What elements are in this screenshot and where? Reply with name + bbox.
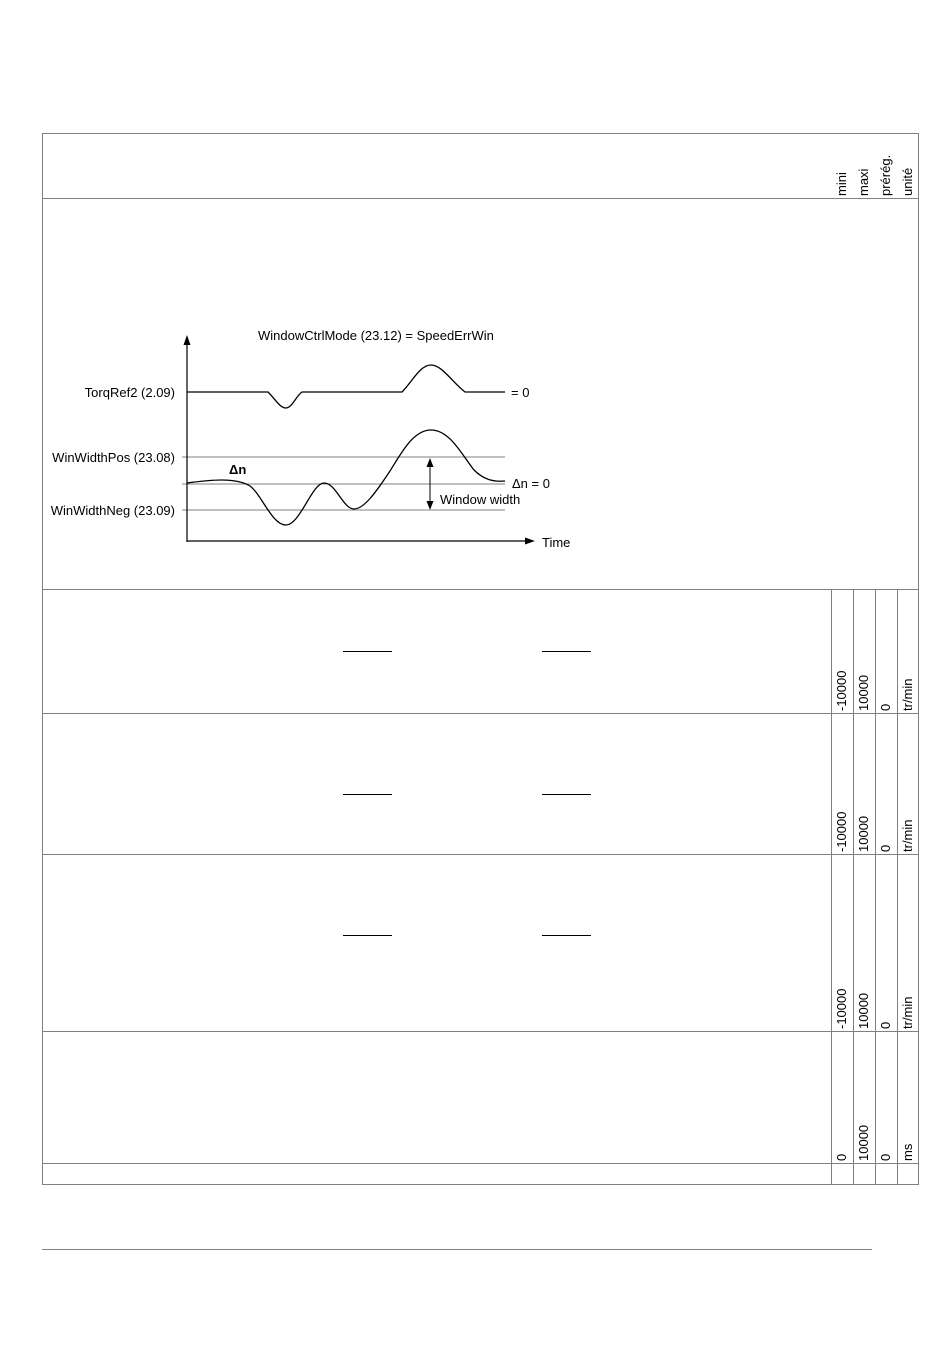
delta-n-zero-label: Δn = 0 bbox=[512, 476, 550, 491]
winwidthpos-label: WinWidthPos (23.08) bbox=[52, 450, 175, 465]
row-divider bbox=[42, 713, 919, 714]
arrow-up-icon bbox=[427, 458, 434, 467]
torqref-label: TorqRef2 (2.09) bbox=[84, 385, 175, 400]
blank-underline bbox=[343, 935, 392, 936]
arrow-down-icon bbox=[427, 501, 434, 510]
y-axis-arrow bbox=[184, 335, 191, 345]
speed-error-window-diagram bbox=[0, 0, 950, 600]
blank-underline bbox=[343, 794, 392, 795]
x-axis-arrow bbox=[525, 538, 535, 545]
row-divider bbox=[42, 1031, 919, 1032]
row3-prereg: 0 bbox=[878, 1021, 893, 1029]
diagram-title: WindowCtrlMode (23.12) = SpeedErrWin bbox=[258, 328, 494, 343]
column-divider bbox=[831, 589, 832, 1185]
row2-prereg: 0 bbox=[878, 844, 893, 852]
footer-rule bbox=[42, 1249, 872, 1250]
time-label: Time bbox=[542, 535, 571, 550]
row2-mini: -10000 bbox=[834, 811, 849, 852]
row4-maxi: 10000 bbox=[856, 1124, 871, 1161]
row2-unite: tr/min bbox=[900, 819, 915, 852]
winwidthneg-label: WinWidthNeg (23.09) bbox=[50, 503, 175, 518]
row-divider bbox=[42, 854, 919, 855]
row4-mini: 0 bbox=[834, 1153, 849, 1161]
blank-underline bbox=[542, 935, 591, 936]
column-divider bbox=[897, 589, 898, 1185]
row2-maxi: 10000 bbox=[856, 815, 871, 852]
speed-error-curve bbox=[187, 430, 505, 525]
window-width-label: Window width bbox=[440, 492, 521, 507]
header-unite: unité bbox=[900, 167, 915, 196]
blank-underline bbox=[343, 651, 392, 652]
row-divider bbox=[42, 1163, 919, 1164]
header-prereg: prérég. bbox=[878, 154, 893, 196]
column-divider bbox=[853, 589, 854, 1185]
row1-maxi: 10000 bbox=[856, 674, 871, 711]
column-divider bbox=[875, 589, 876, 1185]
row1-unite: tr/min bbox=[900, 678, 915, 711]
row1-mini: -10000 bbox=[834, 670, 849, 711]
header-mini: mini bbox=[834, 172, 849, 196]
row3-mini: -10000 bbox=[834, 988, 849, 1029]
row1-prereg: 0 bbox=[878, 703, 893, 711]
row4-prereg: 0 bbox=[878, 1153, 893, 1161]
row3-unite: tr/min bbox=[900, 996, 915, 1029]
zero-label: = 0 bbox=[511, 385, 530, 400]
row4-unite: ms bbox=[900, 1143, 915, 1161]
torqref-curve bbox=[187, 365, 505, 408]
blank-underline bbox=[542, 651, 591, 652]
delta-n-label: Δn bbox=[229, 462, 247, 477]
row3-maxi: 10000 bbox=[856, 992, 871, 1029]
blank-underline bbox=[542, 794, 591, 795]
header-maxi: maxi bbox=[856, 168, 871, 196]
